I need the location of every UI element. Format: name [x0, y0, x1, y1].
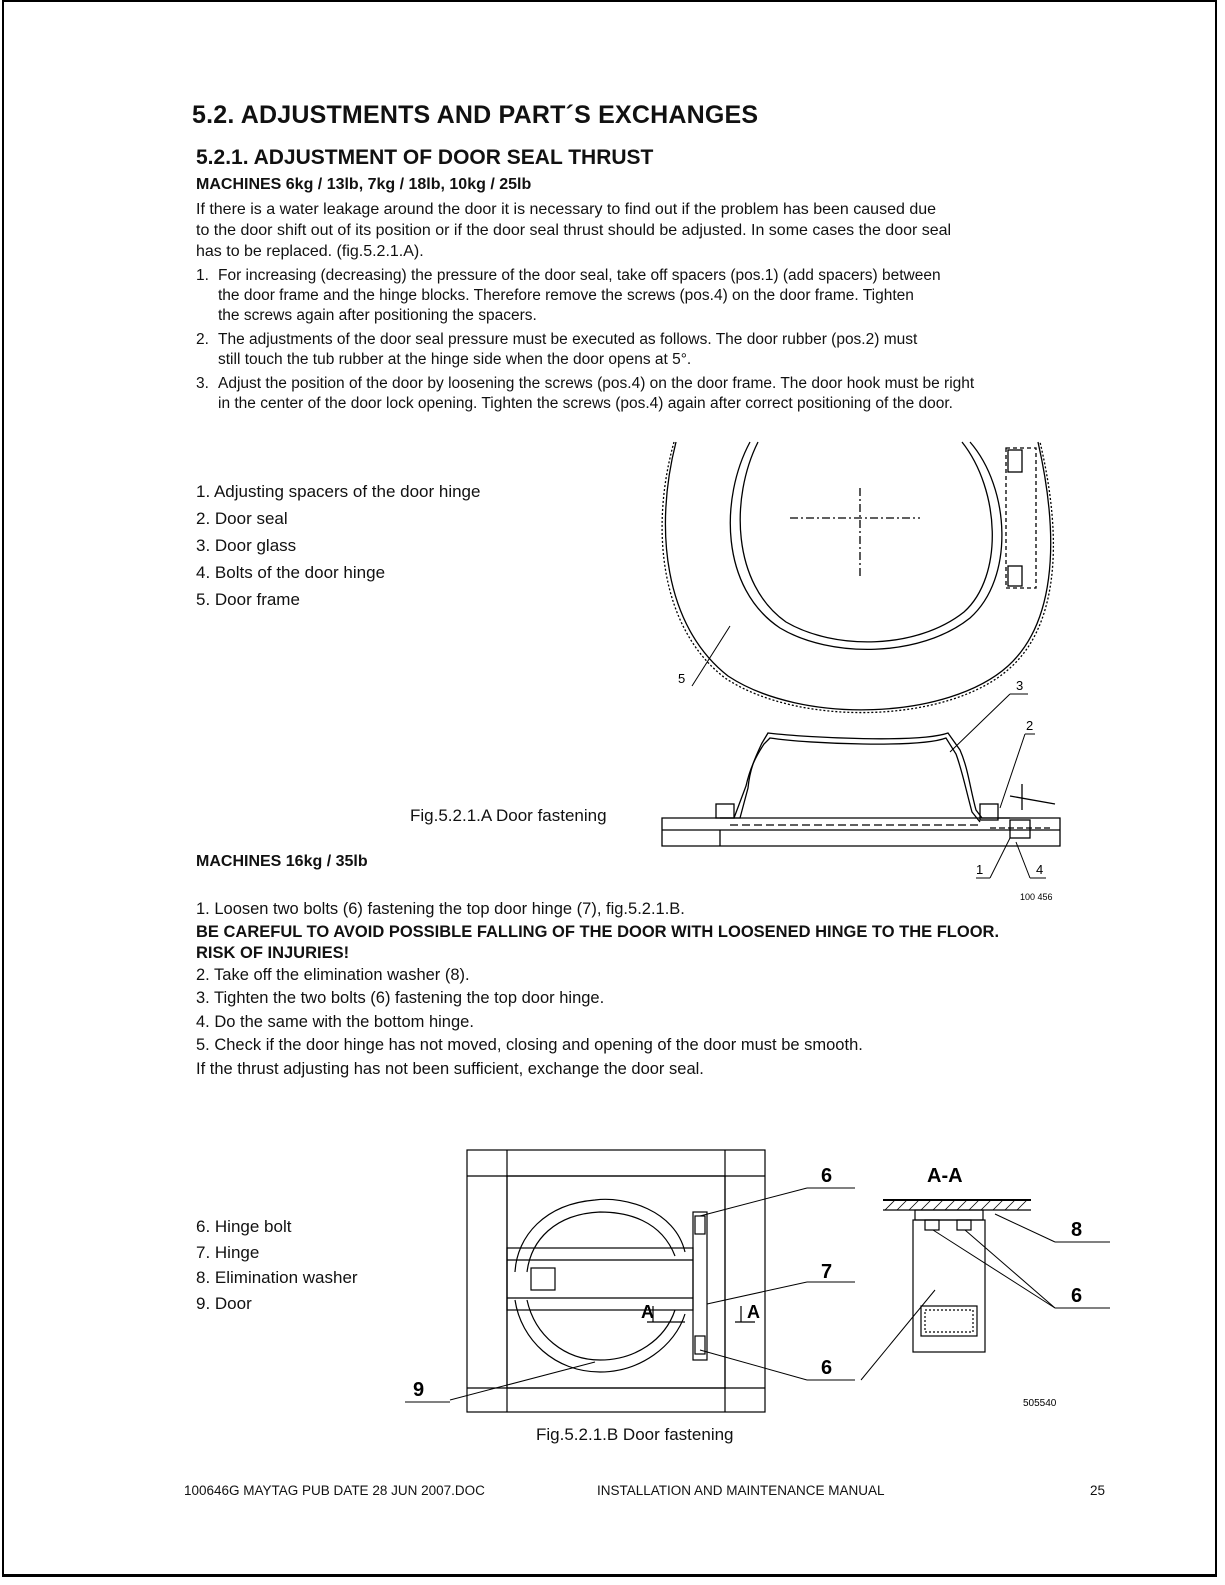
fig-b-label-7: 7 [821, 1261, 833, 1283]
figure-b-hinge-diagram [395, 1140, 1120, 1425]
warning-line: BE CAREFUL TO AVOID POSSIBLE FALLING OF THE DOOR WITH LOOSENED HINGE TO THE FLOOR. [196, 922, 1000, 941]
section-marker-a-right: A [747, 1302, 760, 1322]
step-number: 3. [196, 375, 209, 392]
step-item [196, 330, 1096, 370]
legend-item: 7. Hinge [196, 1242, 260, 1262]
machines-a-heading: MACHINES 6kg / 13lb, 7kg / 18lb, 10kg / 25lb [196, 176, 532, 193]
step-line: the screws again after positioning the spacers. [218, 307, 537, 324]
fig-a-label-2: 2 [1026, 718, 1034, 733]
legend-item: 1. Adjusting spacers of the door hinge [196, 482, 481, 501]
step-item: If the thrust adjusting has not been sufficient, exchange the door seal. [196, 1059, 704, 1078]
fig-a-label-4: 4 [1036, 862, 1044, 877]
intro-line: If there is a water leakage around the door it is necessary to find out if the problem has been caused due [196, 201, 937, 218]
fig-b-caption: Fig.5.2.1.B Door fastening [536, 1425, 734, 1444]
page-number: 25 [1090, 1483, 1106, 1498]
fig-b-label-6-top: 6 [821, 1165, 833, 1187]
legend-item: 6. Hinge bolt [196, 1217, 292, 1236]
fig-a-caption: Fig.5.2.1.A Door fastening [410, 806, 607, 825]
section-aa-label: A-A [927, 1165, 963, 1187]
step-line: the door frame and the hinge blocks. Therefore remove the screws (pos.4) on the door frame. Tighten [218, 287, 914, 304]
fig-b-label-6-bottom: 6 [821, 1357, 833, 1379]
subsection-heading: 5.2.1. ADJUSTMENT OF DOOR SEAL THRUST [196, 146, 654, 169]
footer-manual-title: INSTALLATION AND MAINTENANCE MANUAL [597, 1483, 885, 1498]
legend-item: 2. Door seal [196, 509, 288, 528]
step-item: 3. Tighten the two bolts (6) fastening the top door hinge. [196, 989, 605, 1007]
legend-item: 5. Door frame [196, 590, 300, 609]
step-item [196, 374, 1096, 414]
step-number: 1. [196, 267, 209, 284]
step-item: 4. Do the same with the bottom hinge. [196, 1012, 474, 1031]
legend-b [196, 1214, 358, 1316]
step-line: The adjustments of the door seal pressure must be executed as follows. The door rubber (pos.2) must [218, 331, 918, 348]
step-line: still touch the tub rubber at the hinge side when the door opens at 5°. [218, 351, 692, 368]
fig-a-label-5: 5 [678, 671, 686, 686]
step-item [196, 266, 1096, 326]
intro-line: to the door shift out of its position or if the door seal thrust should be adjusted. In some cases the door seal [196, 222, 952, 239]
fig-b-code: 505540 [1023, 1398, 1057, 1409]
steps-a-list [196, 266, 1096, 418]
step-line: in the center of the door lock opening. Tighten the screws (pos.4) again after correct positioning of the door. [218, 395, 953, 412]
step-line: For increasing (decreasing) the pressure of the door seal, take off spacers (pos.1) (add spacers) between [218, 267, 941, 284]
fig-a-label-1: 1 [976, 862, 984, 877]
fig-b-label-9: 9 [413, 1379, 425, 1401]
step-line: Adjust the position of the door by loosening the screws (pos.4) on the door frame. The door hook must be right [218, 375, 975, 392]
legend-item: 8. Elimination washer [196, 1268, 358, 1287]
section-heading: 5.2. ADJUSTMENTS AND PART´S EXCHANGES [192, 101, 759, 129]
step-number: 2. [196, 331, 209, 348]
section-marker-a-left: A [641, 1302, 654, 1322]
legend-item: 4. Bolts of the door hinge [196, 563, 386, 582]
step-item: 5. Check if the door hinge has not moved, closing and opening of the door must be smooth. [196, 1036, 863, 1054]
legend-item: 9. Door [196, 1293, 252, 1313]
fig-a-code: 100 456 [1020, 892, 1053, 902]
warning-line: RISK OF INJURIES! [196, 943, 350, 962]
legend-item: 3. Door glass [196, 536, 297, 555]
fig-b-label-6-section: 6 [1071, 1285, 1083, 1307]
fig-b-label-8: 8 [1071, 1219, 1083, 1241]
footer-doc-id: 100646G MAYTAG PUB DATE 28 JUN 2007.DOC [184, 1483, 485, 1498]
fig-a-label-3: 3 [1016, 678, 1024, 693]
machines-b-heading: MACHINES 16kg / 35lb [196, 853, 368, 870]
intro-paragraph [196, 199, 951, 262]
steps-b-list [196, 898, 1116, 1081]
legend-a [196, 478, 480, 613]
intro-line: has to be replaced. (fig.5.2.1.A). [196, 243, 424, 260]
figure-a-door-diagram [650, 438, 1080, 908]
step-item: 1. Loosen two bolts (6) fastening the top door hinge (7), fig.5.2.1.B. [196, 900, 685, 918]
step-item: 2. Take off the elimination washer (8). [196, 965, 470, 984]
